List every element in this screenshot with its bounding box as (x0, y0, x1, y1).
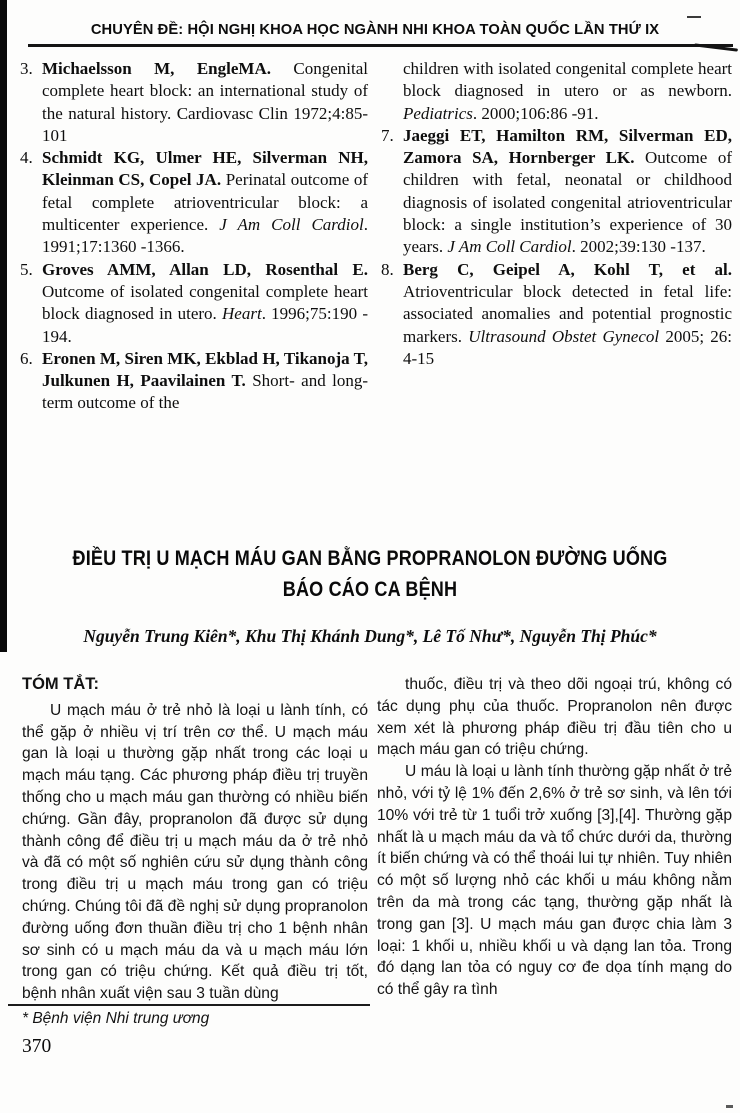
abstract-heading: TÓM TẮT: (22, 675, 99, 693)
reference-number: 5. (20, 259, 33, 279)
scan-speck-artifact (726, 1105, 733, 1108)
page-number: 370 (22, 1036, 52, 1057)
abstract-column-left (22, 674, 368, 1005)
journal-running-header: CHUYÊN ĐỀ: HỘI NGHỊ KHOA HỌC NGÀNH NHI KHOA TOÀN QUỐC LẦN THỨ IX (90, 21, 660, 38)
references-column-left (20, 58, 368, 415)
reference-text: Groves AMM, Allan LD, Rosenthal E. Outcome of isolated congenital complete heart block diagnosed in utero. Heart. 1996;75:190 - 194. (42, 259, 368, 346)
abstract-paragraph: U máu là loại u lành tính thường gặp nhất ở trẻ nhỏ, với tỷ lệ 1% đến 2,6% ở trẻ sơ sinh, và lên tới 10% với trẻ từ 1 tuổi trở xuống [3],[4]. Thường gặp nhất là u mạch máu da và tổ chức dưới da, thường ít biến chứng và có thể thoái lui tự nhiên. Tuy nhiên có một số lượng nhỏ các khối u máu không nằm trên da mà trong các tạng, thường gặp nhất là trong gan [3]. U mạch máu gan được chia làm 3 loại: 1 khối u, nhiều khối u và dạng lan tỏa. Trong đó dạng lan tỏa có nguy cơ đe dọa tính mạng do có thể gây ra tình (377, 763, 732, 999)
reference-number: 3. (20, 59, 33, 78)
reference-text: Michaelsson M, EngleMA. Congenital complete heart block: an international study of the natural history. Cardiovasc Clin 1972;4:85-101 (42, 59, 368, 145)
reference-number: 6. (20, 348, 33, 368)
article-title (52, 543, 688, 605)
reference-item (381, 259, 732, 370)
reference-text: Berg C, Geipel A, Kohl T, et al. Atrioventricular block detected in fetal life: associated anomalies and potential prognostic markers. Ultrasound Obstet Gynecol 2005; 26: 4-15 (403, 259, 732, 368)
article-title-line1: ĐIỀU TRỊ U MẠCH MÁU GAN BẰNG PROPRANOLON ĐƯỜNG UỐNG (72, 547, 668, 570)
reference-item (20, 58, 368, 147)
reference-number: 7. (381, 125, 394, 145)
article-title-line2: BÁO CÁO CA BỆNH (282, 578, 458, 601)
reference-number: 4. (20, 148, 33, 168)
scan-edge-artifact (0, 0, 7, 652)
abstract-paragraph: U mạch máu ở trẻ nhỏ là loại u lành tính, có thể gặp ở nhiều vị trí trên cơ thể. U mạch máu gan là loại u thường gặp nhất trong các loại u mạch máu tạng. Các phương pháp điều trị truyền thống cho u mạch máu gan thường có nhiều biến chứng. Gần đây, propranolon đã được sử dụng thành công để điều trị u mạch máu da ở trẻ nhỏ và đã có một số nghiên cứu sử dụng thành công trong điều trị u mạch máu trong gan có triệu chứng. Chúng tôi đã đề nghị sử dụng propranolon đường uống đơn thuần điều trị cho 1 bệnh nhân sơ sinh có u mạch máu da và u mạch máu lớn trong gan có triệu chứng. Kết quả điều trị tốt, bệnh nhân xuất viện sau 3 tuần dùng (22, 701, 368, 1003)
abstract-paragraph: thuốc, điều trị và theo dõi ngoại trú, không có tác dụng phụ của thuốc. Propranolon nên được xem xét là phương pháp điều trị đầu tiên cho u mạch máu gan có triệu chứng. (377, 676, 732, 759)
abstract-column-right (377, 674, 732, 1001)
references-column-right (381, 58, 732, 370)
reference-continuation: children with isolated congenital complete heart block diagnosed in utero or as newborn. Pediatrics. 2000;106:86 -91. (403, 59, 732, 123)
affiliation-footnote: * Bệnh viện Nhi trung ương (22, 1010, 210, 1027)
scan-dash-mark (687, 16, 701, 18)
header-rule (28, 44, 733, 47)
footnote-rule (8, 1004, 370, 1006)
reference-text: Eronen M, Siren MK, Ekblad H, Tikanoja T, Julkunen H, Paavilainen T. Short- and long-term outcome of the (42, 348, 369, 413)
reference-item (20, 147, 368, 258)
reference-text: Schmidt KG, Ulmer HE, Silverman NH, Kleinman CS, Copel JA. Perinatal outcome of fetal complete atrioventricular block: a multicenter experience. J Am Coll Cardiol. 1991;17:1360 -1366. (42, 148, 369, 257)
reference-item (381, 125, 732, 259)
reference-item (20, 259, 368, 348)
reference-number: 8. (381, 259, 394, 279)
reference-text: Jaeggi ET, Hamilton RM, Silverman ED, Zamora SA, Hornberger LK. Outcome of children with fetal, neonatal or childhood diagnosis of isolated congenital atrioventricular block: a single institution’s experience of 30 years. J Am Coll Cardiol. 2002;39:130 -137. (403, 125, 732, 257)
article-authors: Nguyễn Trung Kiên*, Khu Thị Khánh Dung*, Lê Tố Như*, Nguyễn Thị Phúc* (83, 626, 657, 646)
reference-item (20, 348, 368, 415)
